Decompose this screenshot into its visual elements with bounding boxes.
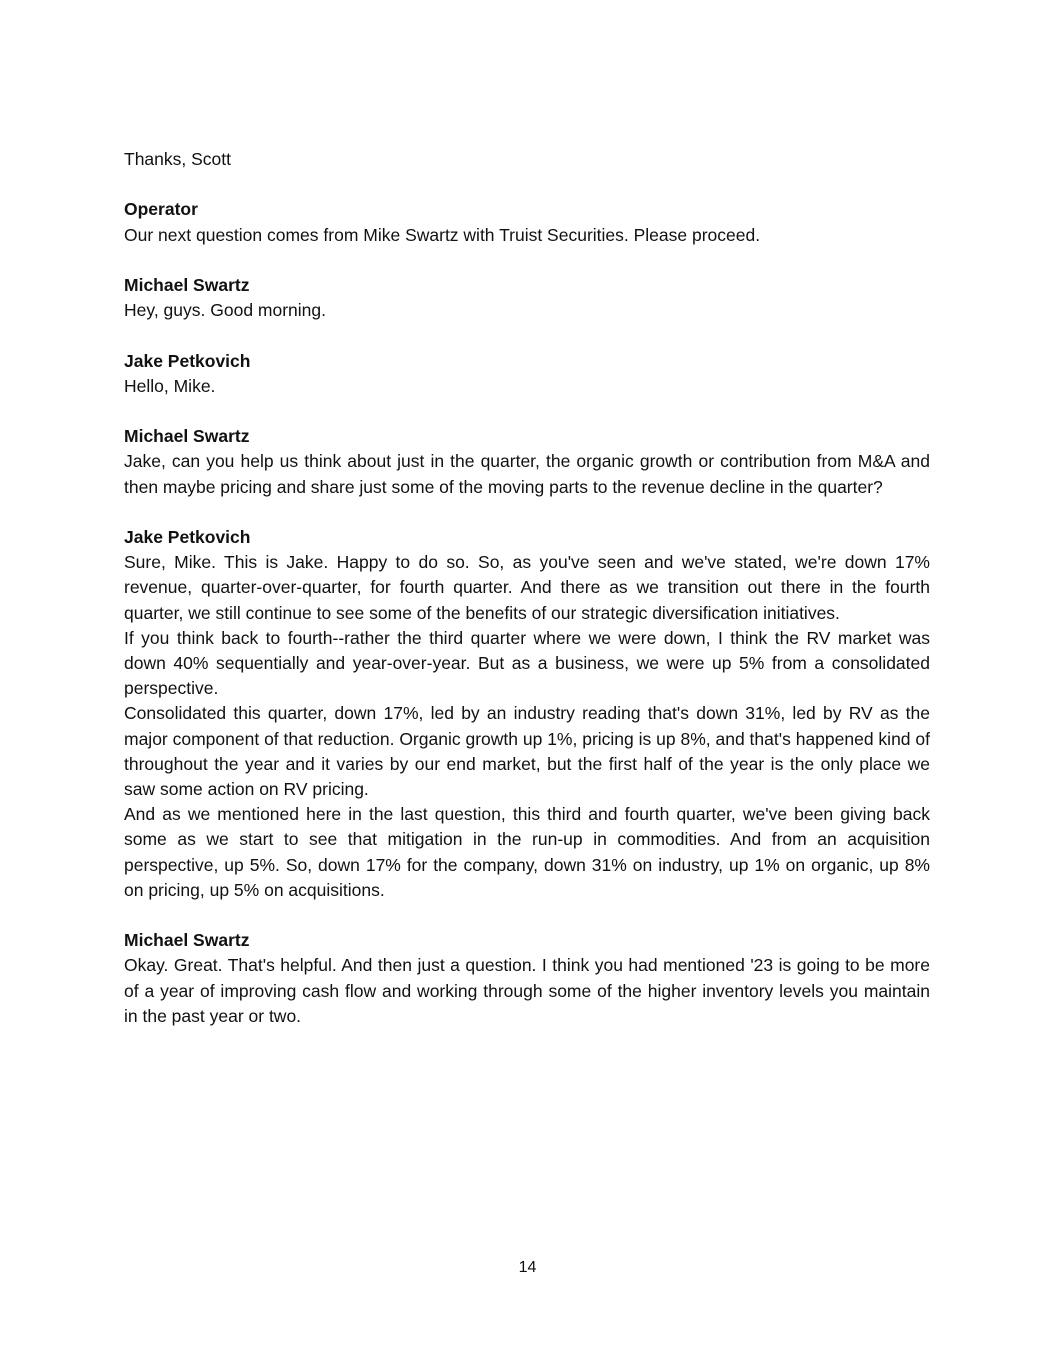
speaker-text: Okay. Great. That's helpful. And then just a question. I think you had mentioned '23 is going to be more of a year of improving cash flow and working through some of the higher inventory levels you maintain in the past year or two. [124, 955, 930, 1026]
transcript-entry-petkovich-answer [124, 525, 930, 903]
transcript-entry-swartz-question [124, 424, 930, 500]
speaker-name: Michael Swartz [124, 274, 250, 295]
transcript-entry-operator [124, 197, 930, 247]
answer-paragraph: Consolidated this quarter, down 17%, led by an industry reading that's down 31%, led by RV as the major component of that reduction. Organic growth up 1%, pricing is up 8%, and that's happened kind of throughout the year and it varies by our end market, but the first half of the year is the only place we saw some action on RV pricing. [124, 703, 930, 799]
answer-paragraph: If you think back to fourth--rather the third quarter where we were down, I think the RV market was down 40% sequentially and year-over-year. But as a business, we were up 5% from a consolidated perspective. [124, 627, 930, 699]
speaker-text: Jake, can you help us think about just in the quarter, the organic growth or contribution from M&A and then maybe pricing and share just some of the moving parts to the revenue decline in the quarter? [124, 451, 930, 497]
speaker-text: Hello, Mike. [124, 375, 216, 396]
transcript-entry-petkovich-greeting [124, 349, 930, 399]
speaker-name: Operator [124, 199, 198, 220]
answer-paragraph: Sure, Mike. This is Jake. Happy to do so. So, as you've seen and we've stated, we're down 17% revenue, quarter-over-quarter, for fourth quarter. And there as we transition out there in the fourth quarter, we still continue to see some of the benefits of our strategic diversification initiatives. [124, 552, 930, 623]
transcript-entry-swartz-followup [124, 928, 930, 1029]
intro-block [124, 147, 930, 172]
speaker-name: Michael Swartz [124, 426, 250, 447]
transcript-entry-swartz-greeting [124, 273, 930, 323]
page-number: 14 [518, 1259, 537, 1276]
speaker-name: Michael Swartz [124, 930, 250, 951]
document-page [124, 147, 930, 1054]
answer-paragraph: And as we mentioned here in the last question, this third and fourth quarter, we've been giving back some as we start to see that mitigation in the run-up in commodities. And from an acquisition perspective, up 5%. So, down 17% for the company, down 31% on industry, up 1% on organic, up 8% on pricing, up 5% on acquisitions. [124, 804, 930, 900]
speaker-name: Jake Petkovich [124, 350, 251, 371]
intro-text: Thanks, Scott [124, 149, 231, 169]
speaker-text: Our next question comes from Mike Swartz with Truist Securities. Please proceed. [124, 224, 761, 245]
speaker-text: Hey, guys. Good morning. [124, 300, 326, 321]
speaker-name: Jake Petkovich [124, 526, 251, 547]
